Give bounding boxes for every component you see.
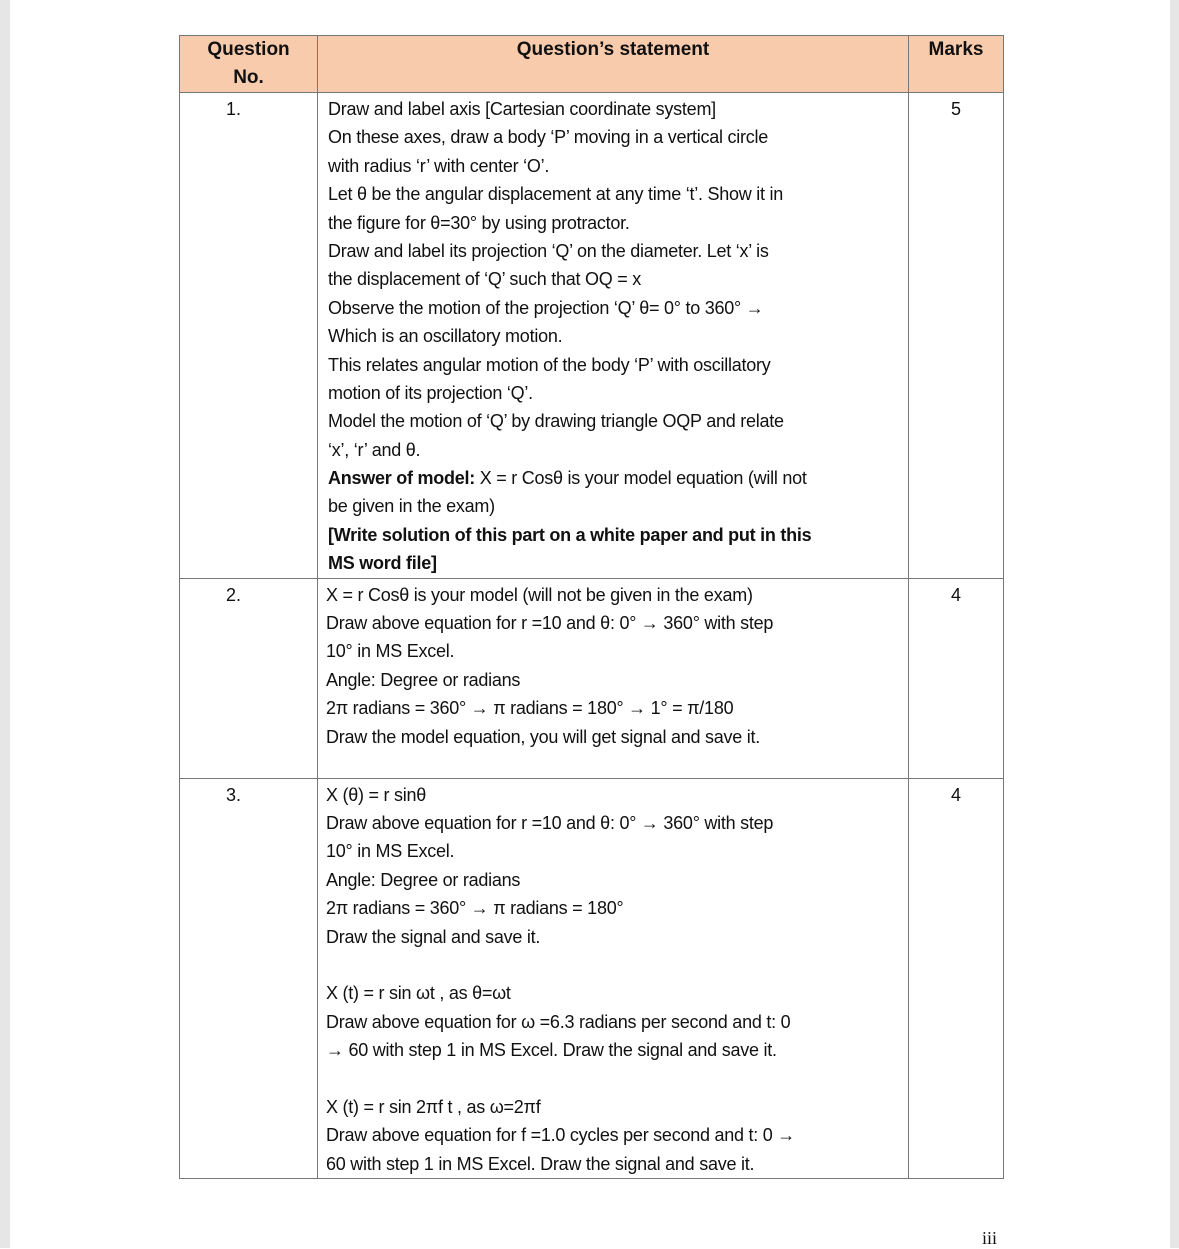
statement-text: with radius ‘r’ with center ‘O’. (328, 155, 550, 176)
statement-text: ‘x’, ‘r’ and θ. (328, 439, 421, 460)
statement-line (326, 1065, 908, 1093)
statement-line (328, 351, 908, 379)
statement-line (328, 492, 908, 520)
table-row (180, 578, 1004, 778)
table-header-row (180, 36, 1004, 93)
statement-line (326, 781, 908, 809)
statement-line (326, 1008, 908, 1036)
statement-line (328, 407, 908, 435)
statement-line (326, 866, 908, 894)
statement-text: Angle: Degree or radians (326, 669, 521, 690)
statement-line (326, 951, 908, 979)
statement-text: 10° in MS Excel. (326, 841, 455, 862)
statement-line (328, 237, 908, 265)
question-number: 2. (180, 578, 318, 778)
header-question-statement: Question’s statement (318, 36, 909, 93)
statement-text: be given in the exam) (328, 496, 495, 517)
statement-line (326, 894, 908, 922)
statement-line (328, 180, 908, 208)
statement-line (328, 322, 908, 350)
question-marks: 4 (909, 578, 1004, 778)
statement-text: Draw the model equation, you will get signal and save it. (326, 726, 761, 747)
statement-line (326, 637, 908, 665)
statement-text: Which is an oscillatory motion. (328, 326, 563, 347)
page-number: iii (982, 1228, 998, 1248)
statement-text: X (θ) = r sinθ (326, 784, 427, 805)
statement-line (326, 1150, 908, 1178)
statement-bold-text: MS word file] (328, 553, 437, 574)
statement-line (326, 694, 908, 722)
statement-text: 2π radians = 360° → π radians = 180° (326, 898, 624, 919)
statement-text: X = r Cosθ is your model equation (will not (475, 468, 807, 489)
statement-line (326, 923, 908, 951)
statement-text: On these axes, draw a body ‘P’ moving in a vertical circle (328, 127, 769, 148)
statement-line (328, 209, 908, 237)
statement-text: the figure for θ=30° by using protractor. (328, 212, 630, 233)
statement-text: X (t) = r sin 2πf t , as ω=2πf (326, 1096, 541, 1117)
statement-text: X (t) = r sin ωt , as θ=ωt (326, 983, 511, 1004)
statement-line (326, 1121, 908, 1149)
statement-text: Draw above equation for r =10 and θ: 0° → 360° with step (326, 813, 774, 834)
statement-text: the displacement of ‘Q’ such that OQ = x (328, 269, 641, 290)
statement-line (326, 979, 908, 1007)
statement-text: Draw above equation for r =10 and θ: 0° → 360° with step (326, 613, 774, 634)
statement-line (326, 1093, 908, 1121)
table-row (180, 778, 1004, 1178)
statement-text: Draw and label its projection ‘Q’ on the diameter. Let ‘x’ is (328, 240, 769, 261)
statement-line (326, 581, 908, 609)
statement-line (328, 265, 908, 293)
statement-line (328, 464, 908, 492)
statement-text: Draw above equation for f =1.0 cycles per second and t: 0 → (326, 1125, 796, 1146)
statement-line (328, 521, 908, 549)
statement-text: Draw the signal and save it. (326, 926, 541, 947)
statement-line (328, 95, 908, 123)
question-number: 3. (180, 778, 318, 1178)
statement-line (328, 436, 908, 464)
statement-text: Observe the motion of the projection ‘Q’ θ= 0° to 360° → (328, 297, 764, 318)
statement-bold-text: [Write solution of this part on a white paper and put in this (328, 524, 812, 545)
page-margin-left (0, 0, 10, 1248)
table-row (180, 93, 1004, 579)
statement-bold-text: Answer of model: (328, 468, 476, 489)
question-statement (318, 93, 909, 579)
statement-text: X = r Cosθ is your model (will not be given in the exam) (326, 584, 753, 605)
statement-text: Draw above equation for ω =6.3 radians per second and t: 0 (326, 1011, 791, 1032)
statement-text: This relates angular motion of the body ‘P’ with oscillatory (328, 354, 771, 375)
statement-line (328, 123, 908, 151)
statement-line (328, 294, 908, 322)
question-statement (318, 578, 909, 778)
statement-line (326, 837, 908, 865)
page-margin-right (1170, 0, 1179, 1248)
statement-line (328, 152, 908, 180)
header-question-no (180, 36, 318, 93)
statement-text: → 60 with step 1 in MS Excel. Draw the signal and save it. (326, 1040, 777, 1061)
question-marks: 4 (909, 778, 1004, 1178)
statement-text: 60 with step 1 in MS Excel. Draw the signal and save it. (326, 1153, 755, 1174)
statement-line (328, 379, 908, 407)
question-marks: 5 (909, 93, 1004, 579)
statement-line (326, 723, 908, 751)
statement-text: Let θ be the angular displacement at any time ‘t’. Show it in (328, 184, 784, 205)
statement-line (326, 809, 908, 837)
statement-line (326, 609, 908, 637)
questions-table (179, 35, 1004, 1179)
question-statement (318, 778, 909, 1178)
statement-text: Draw and label axis [Cartesian coordinate system] (328, 99, 716, 119)
question-number: 1. (180, 93, 318, 579)
statement-text: 10° in MS Excel. (326, 641, 455, 662)
statement-line (326, 1036, 908, 1064)
statement-text: Model the motion of ‘Q’ by drawing triangle OQP and relate (328, 411, 784, 432)
statement-text: motion of its projection ‘Q’. (328, 382, 533, 403)
header-question-no-line2: No. (233, 67, 264, 88)
statement-line (328, 549, 908, 577)
statement-line (326, 666, 908, 694)
statement-text: Angle: Degree or radians (326, 869, 521, 890)
header-question-no-line1: Question (207, 39, 290, 60)
statement-text: 2π radians = 360° → π radians = 180° → 1° = π/180 (326, 698, 734, 719)
header-marks: Marks (909, 36, 1004, 93)
